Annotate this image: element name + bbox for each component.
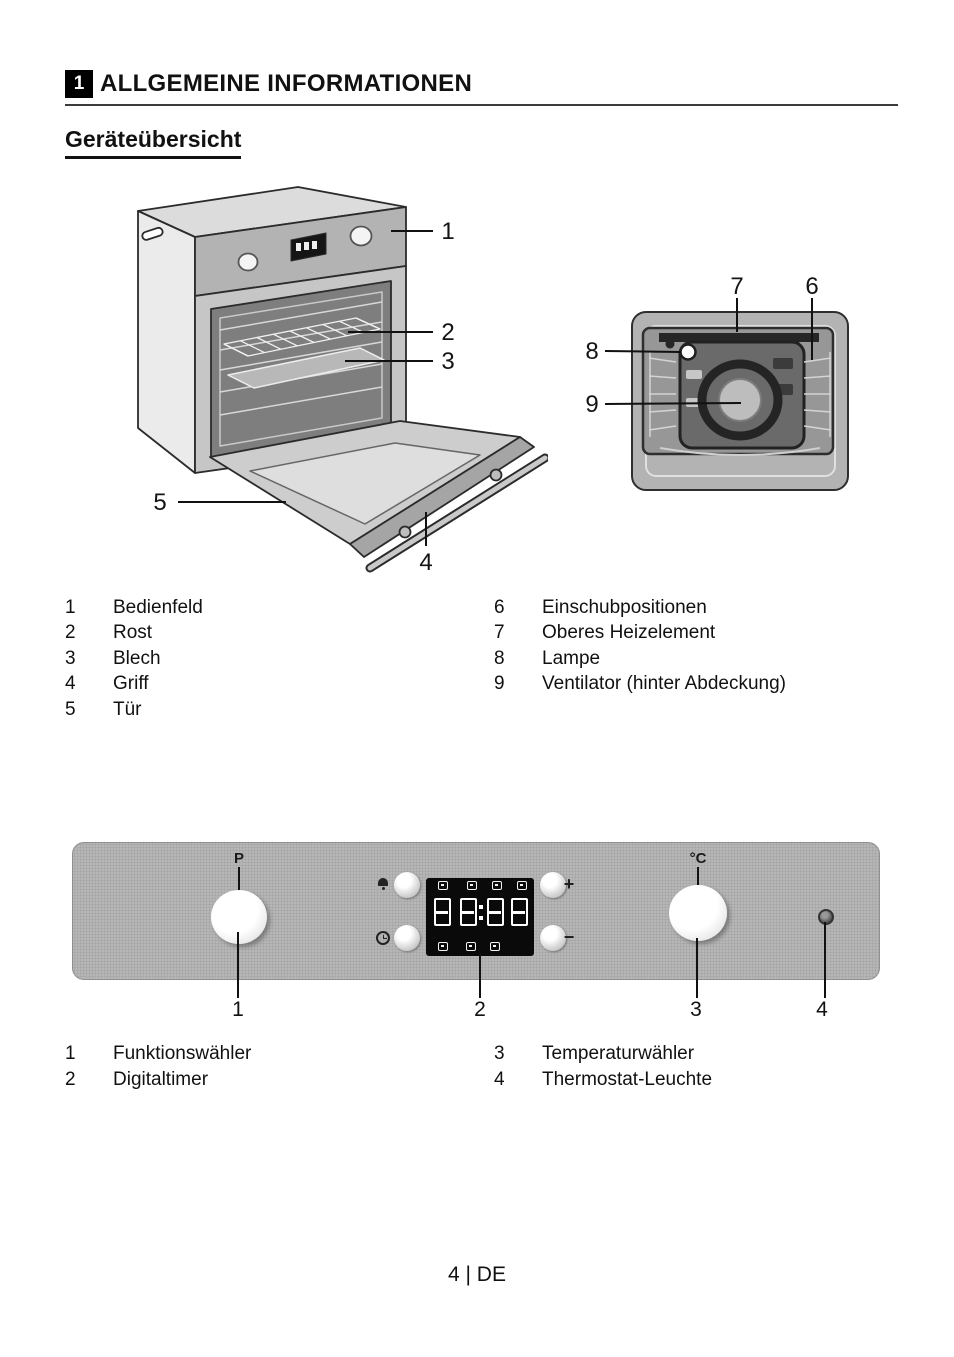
legend-item: 2 Digitaltimer (65, 1068, 209, 1090)
legend-item: 2 Rost (65, 622, 153, 644)
plus-icon: + (563, 874, 575, 894)
panel-legend-right (494, 1041, 914, 1092)
legend-item: 7 Oberes Heizelement (494, 622, 716, 644)
legend-item: 6 Einschubpositionen (494, 597, 707, 618)
leader-line-4 (824, 922, 826, 998)
callout-5: 5 (153, 489, 167, 516)
door-standoff-left (400, 527, 411, 538)
chapter-title: ALLGEMEINE INFORMATIONEN (100, 70, 473, 97)
fan-blades (719, 379, 761, 421)
legend-item: 3 Temperaturwähler (494, 1043, 695, 1064)
temp-knob-label: °C (689, 850, 707, 867)
display-digit (511, 898, 528, 926)
function-icon-2 (467, 881, 477, 890)
digital-timer-display (426, 878, 534, 956)
callout-3: 3 (441, 348, 455, 375)
callout-4: 4 (419, 549, 433, 576)
overview-legend-right (494, 595, 914, 697)
function-icon-1 (438, 881, 448, 890)
legend-item: 3 Blech (65, 647, 161, 669)
function-icon-4 (517, 881, 527, 890)
minus-icon: − (563, 927, 575, 947)
page-footer: 4 | DE (448, 1263, 506, 1286)
clock-icon (376, 931, 390, 945)
function-icon-3 (492, 881, 502, 890)
control-panel-illustration (72, 842, 880, 980)
chapter-number-badge: 1 (65, 70, 93, 98)
cavity-illustration (575, 272, 895, 507)
oven-knob-right (351, 227, 372, 246)
legend-item: 1 Bedienfeld (65, 597, 203, 618)
overview-legend-left (65, 595, 445, 722)
panel-legend-left (65, 1041, 445, 1092)
panel-callout-2: 2 (474, 998, 486, 1021)
callout-7: 7 (730, 273, 744, 300)
display-digit (487, 898, 504, 926)
callout-8: 8 (585, 338, 599, 365)
callout-9: 9 (585, 391, 599, 418)
leader-line-2 (479, 953, 481, 998)
oven-illustration (108, 176, 548, 576)
section-title: Geräteübersicht (65, 126, 241, 159)
legend-item: 4 Griff (65, 673, 149, 695)
display-digit (434, 898, 451, 926)
legend-item: 1 Funktionswähler (65, 1043, 252, 1064)
temp-knob (669, 885, 727, 941)
status-icon-2 (466, 942, 476, 951)
door-standoff-right (491, 470, 502, 481)
display-digit (460, 898, 477, 926)
status-icon-3 (490, 942, 500, 951)
panel-callout-3: 3 (690, 998, 702, 1021)
oven-lamp (681, 345, 696, 360)
timer-mode-button-top (394, 872, 420, 898)
display-time-value (426, 878, 427, 879)
function-knob (211, 890, 267, 944)
function-knob-label: P (233, 850, 244, 867)
bell-icon (376, 877, 390, 891)
legend-item: 9 Ventilator (hinter Abdeckung) (494, 673, 786, 695)
leader-line-3 (696, 938, 698, 998)
leader-line-1 (237, 932, 239, 998)
panel-callout-1: 1 (232, 998, 244, 1021)
callout-1: 1 (441, 218, 455, 245)
thermostat-light (818, 909, 834, 925)
oven-side-face (138, 211, 195, 473)
oven-knob-left (239, 254, 258, 271)
legend-item: 5 Tür (65, 698, 142, 720)
status-icon-1 (438, 942, 448, 951)
legend-item: 8 Lampe (494, 647, 601, 669)
callout-2: 2 (441, 319, 455, 346)
callout-6: 6 (805, 273, 819, 300)
legend-item: 4 Thermostat-Leuchte (494, 1068, 713, 1090)
panel-callout-4: 4 (816, 998, 828, 1021)
timer-mode-button-bottom (394, 925, 420, 951)
header-rule (65, 104, 898, 106)
